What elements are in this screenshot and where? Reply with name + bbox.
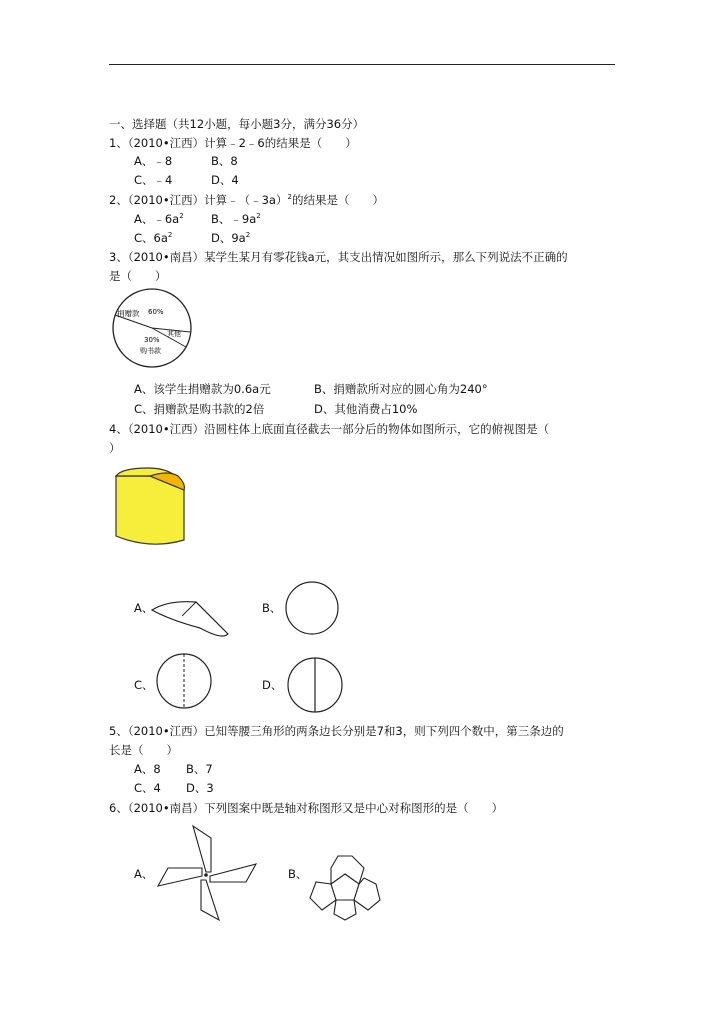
q5-stem-line2: 长是（ ） (109, 743, 178, 757)
q4-cut-cylinder-figure (112, 466, 192, 548)
q2-stem: 2、（2010•江西）计算﹣（﹣3a）$^2$的结果是（ ） (109, 193, 384, 207)
q1-option-d[interactable]: D、4 (211, 173, 239, 187)
q3-option-c[interactable]: C、捐赠款是购书款的2倍 (134, 402, 265, 416)
q3-option-b[interactable]: B、捐赠款所对应的圆心角为240° (314, 382, 488, 396)
q4-option-b-figure[interactable] (282, 580, 342, 636)
q4-option-c-figure[interactable] (152, 652, 216, 710)
q1-option-b[interactable]: B、8 (211, 154, 238, 168)
q5-option-c[interactable]: C、4 (134, 781, 161, 795)
pie-label-books: 购书款 (140, 347, 161, 355)
pie-label-other: 其他 (167, 330, 181, 338)
q6-option-a[interactable]: A、 (134, 867, 154, 881)
q3-stem-line2: 是（ ） (109, 269, 167, 283)
q2-option-c[interactable]: C、$6a^2$ (134, 231, 173, 245)
q2-option-a[interactable]: A、$﹣6a^2$ (134, 212, 184, 226)
q4-option-b[interactable]: B、 (262, 601, 282, 615)
q6-option-b-pentagon-figure[interactable] (308, 854, 382, 922)
header-rule (109, 64, 615, 65)
q2-option-b[interactable]: B、$﹣9a^2$ (211, 212, 261, 226)
q6-stem: 6、（2010•南昌）下列图案中既是轴对称图形又是中心对称图形的是（ ） (109, 801, 504, 815)
q6-option-b[interactable]: B、 (288, 867, 308, 881)
pentagon-petal-bottom (334, 900, 356, 920)
pinwheel-blade-top (193, 826, 211, 872)
pentagon-petal-top (331, 856, 364, 884)
pie-label-donation-pct: 60% (148, 308, 164, 316)
q4-option-a[interactable]: A、 (134, 601, 154, 615)
pinwheel-center-dot (204, 873, 208, 877)
q5-stem-line1: 5、（2010•江西）已知等腰三角形的两条边长分别是7和3，则下列四个数中，第三条边的 (109, 724, 564, 738)
pinwheel-blade-right (210, 864, 256, 882)
half-disc-shape (152, 602, 228, 636)
q3-pie-chart (108, 284, 198, 374)
pinwheel-blade-left (158, 868, 202, 886)
q5-option-b[interactable]: B、7 (186, 762, 213, 776)
q6-option-a-pinwheel-figure[interactable] (156, 826, 260, 922)
pinwheel-blade-bottom (201, 880, 219, 920)
q3-stem-line1: 3、（2010•南昌）某学生某月有零花钱a元，其支出情况如图所示，那么下列说法不正确的 (109, 250, 568, 264)
pie-label-books-pct: 30% (144, 336, 160, 344)
q1-option-a[interactable]: A、﹣8 (134, 154, 173, 168)
q4-stem-line1: 4、（2010•江西）沿圆柱体上底面直径截去一部分后的物体如图所示，它的俯视图是（ (109, 422, 550, 436)
half-disc-diameter (182, 602, 196, 616)
q1-stem: 1、（2010•江西）计算﹣2﹣6的结果是（ ） (109, 136, 357, 150)
q4-option-d-figure[interactable] (284, 656, 346, 714)
q3-option-a[interactable]: A、该学生捐赠款为0.6a元 (134, 382, 271, 396)
pie-label-donation: 捐赠款 (117, 309, 140, 318)
q3-option-d[interactable]: D、其他消费占10% (314, 402, 418, 416)
q4-option-d[interactable]: D、 (262, 678, 283, 692)
q4-option-c[interactable]: C、 (134, 678, 154, 692)
section-heading: 一、选择题（共12小题，每小题3分，满分36分） (109, 117, 365, 131)
q5-option-d[interactable]: D、3 (186, 781, 214, 795)
q4-stem-line2: ） (109, 441, 121, 455)
q1-option-c[interactable]: C、﹣4 (134, 173, 173, 187)
q2-option-d[interactable]: D、$9a^2$ (211, 231, 251, 245)
q5-option-a[interactable]: A、8 (134, 762, 161, 776)
q4-option-a-figure[interactable] (150, 596, 234, 640)
circle-shape (286, 582, 338, 634)
pentagon-petal-left (310, 882, 336, 910)
